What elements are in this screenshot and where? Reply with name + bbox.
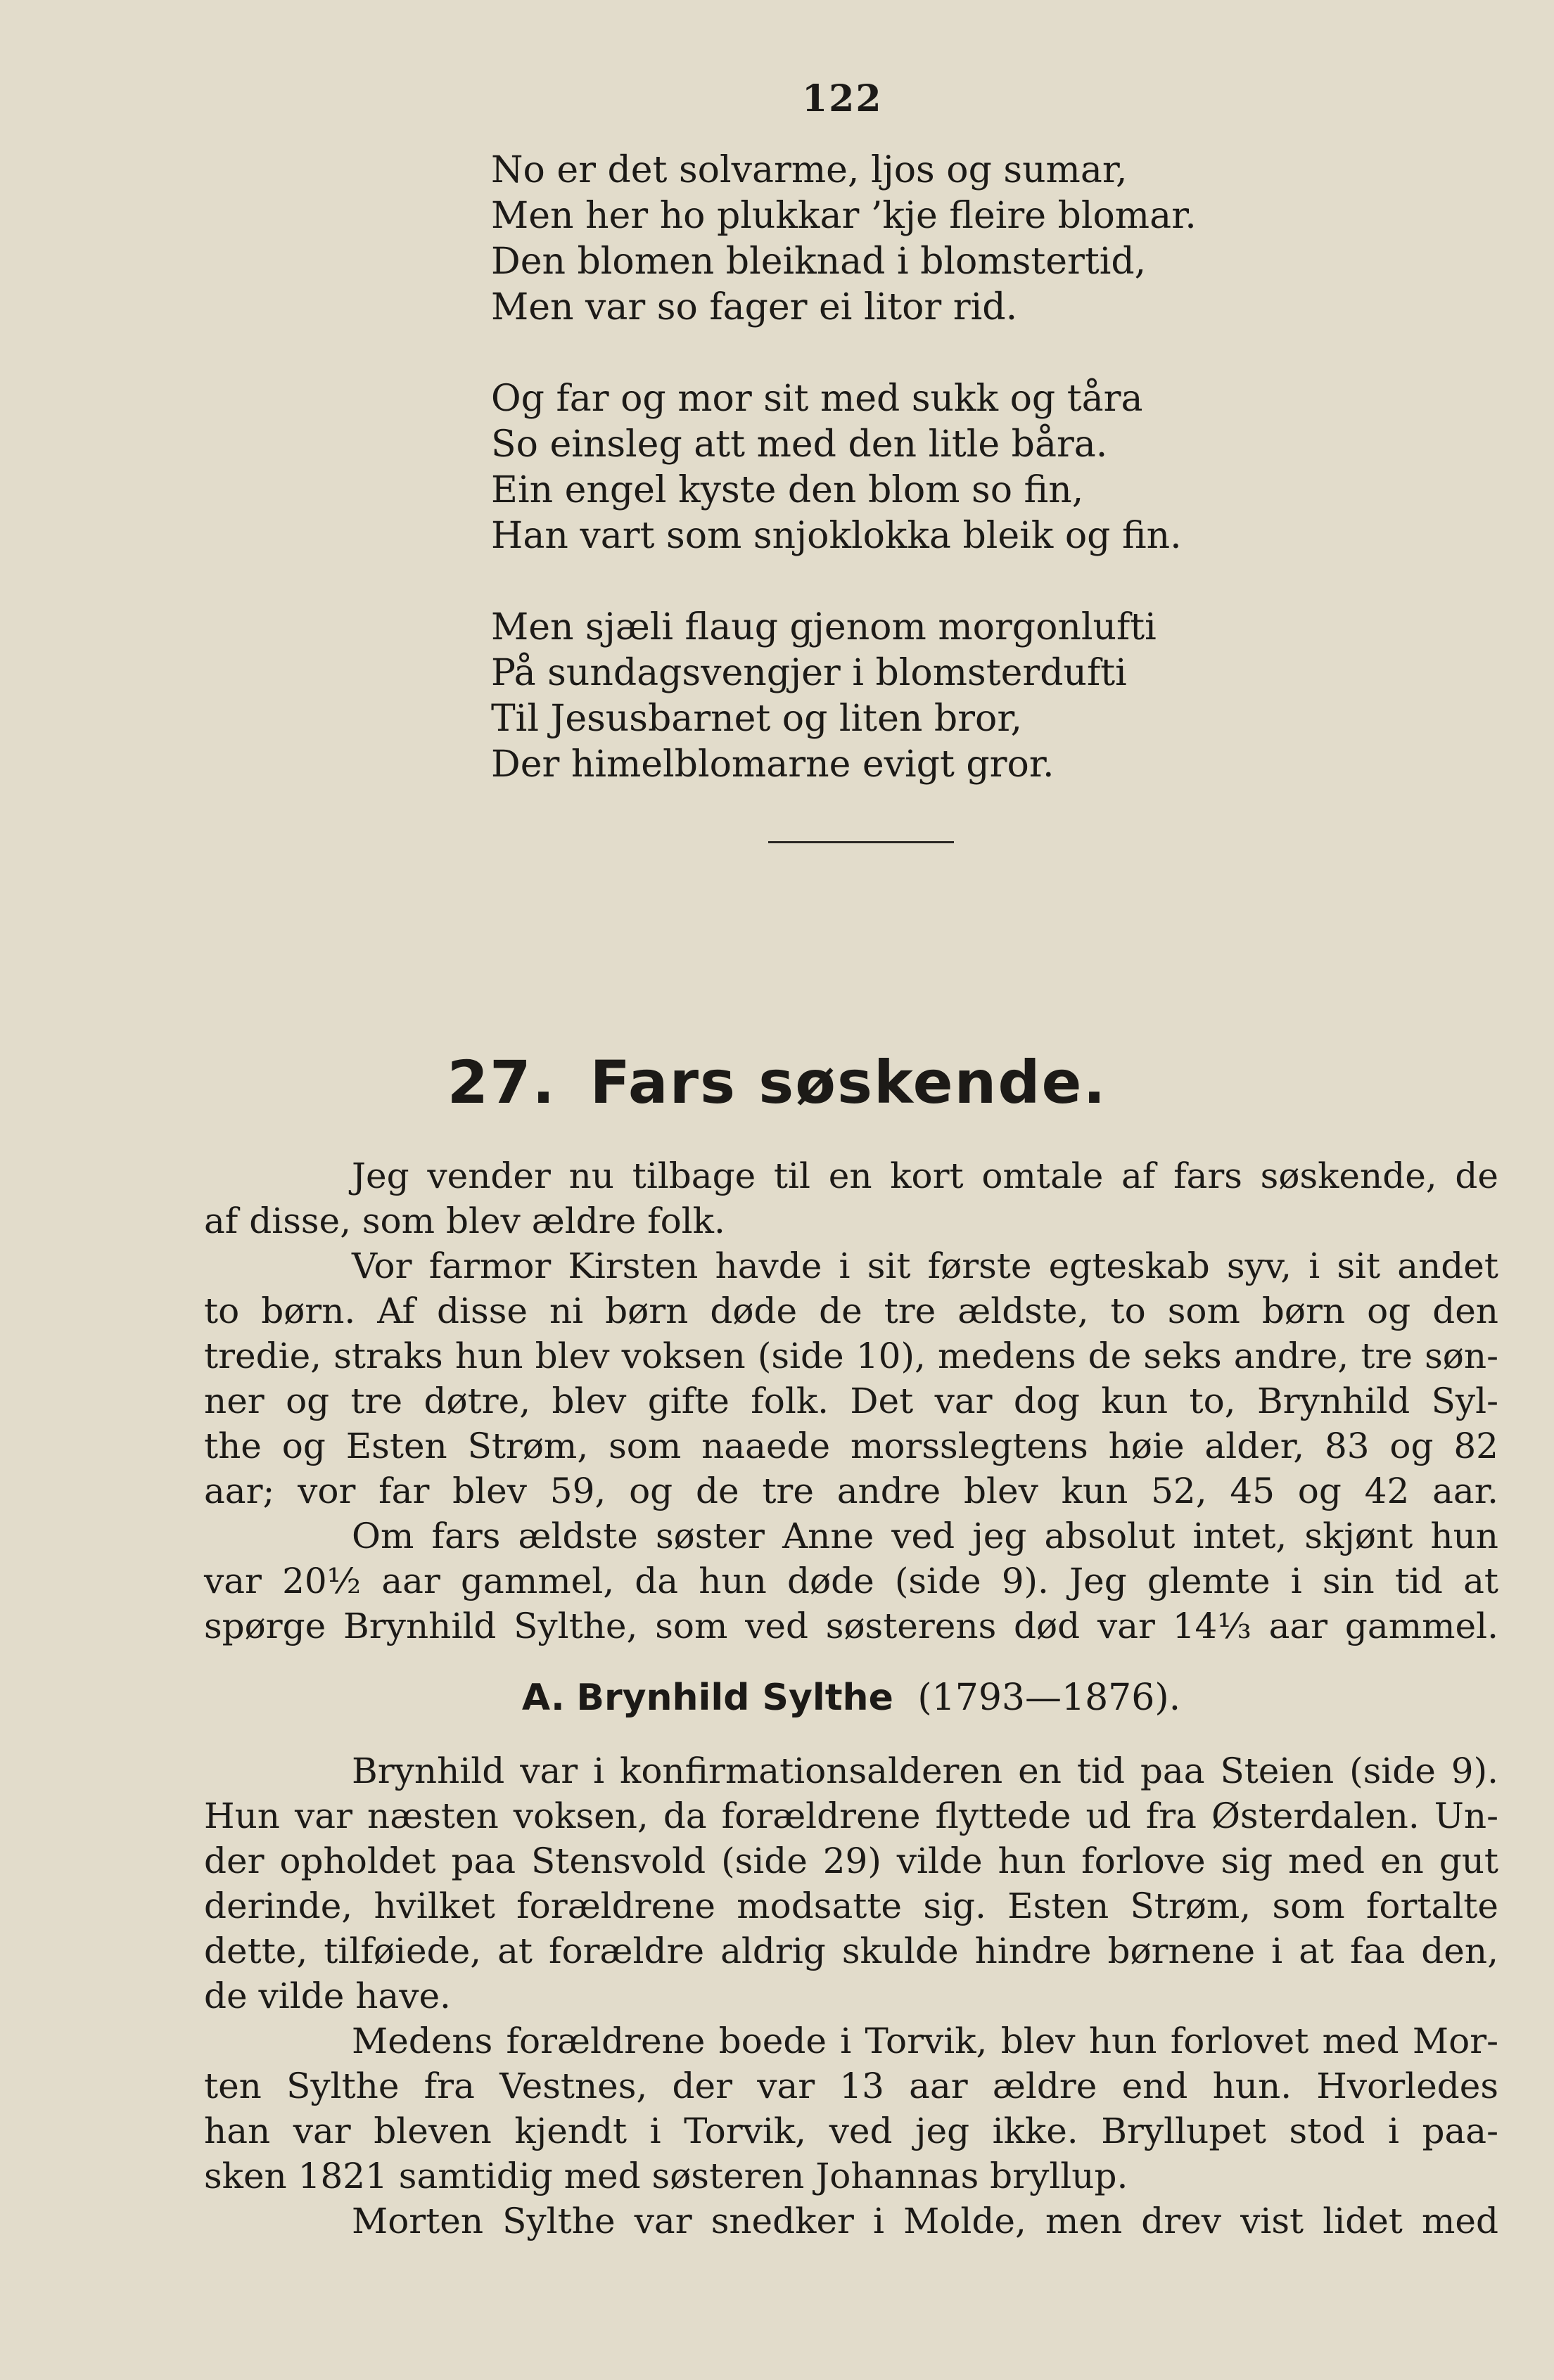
section-name: Brynhild Sylthe bbox=[576, 1677, 893, 1719]
chapter-heading bbox=[0, 1048, 1554, 1117]
text-line: aar; vor far blev 59, og de tre andre blev kun 52, 45 og 42 aar. bbox=[204, 1471, 1498, 1511]
section-divider bbox=[768, 841, 954, 843]
text-line: derinde, hvilket forældrene modsatte sig. Esten Strøm, som fortalte bbox=[204, 1886, 1498, 1926]
poem-verse: Til Jesusbarnet og liten bror, bbox=[491, 698, 1022, 740]
poem-verse: Der himelblomarne evigt gror. bbox=[491, 743, 1055, 786]
poem-verse: So einsleg att med den litle båra. bbox=[491, 423, 1108, 466]
poem-verse: Men her ho plukkar ’kje fleire blomar. bbox=[491, 195, 1197, 237]
poem-verse: Men sjæli flaug gjenom morgonlufti bbox=[491, 606, 1157, 648]
text-line: sken 1821 samtidig med søsteren Johannas bryllup. bbox=[204, 2156, 1128, 2196]
poem bbox=[491, 148, 1335, 833]
poem-verse: Men var so fager ei litor rid. bbox=[491, 286, 1018, 328]
text-line: ner og tre døtre, blev gifte folk. Det var dog kun to, Brynhild Syl- bbox=[204, 1381, 1498, 1421]
poem-verse: No er det solvarme, ljos og sumar, bbox=[491, 149, 1128, 191]
text-line: Brynhild var i konfirmationsalderen en tid paa Steien (side 9). bbox=[352, 1751, 1498, 1791]
text-line: Hun var næsten voksen, da forældrene flyttede ud fra Østerdalen. Un- bbox=[204, 1796, 1498, 1836]
text-line: Medens forældrene boede i Torvik, blev hun forlovet med Mor- bbox=[352, 2021, 1498, 2061]
text-line: spørge Brynhild Sylthe, som ved søsterens død var 14⅓ aar gammel. bbox=[204, 1606, 1498, 1646]
chapter-title: Fars søskende. bbox=[590, 1048, 1107, 1117]
text-line: Morten Sylthe var snedker i Molde, men drev vist lidet med bbox=[352, 2201, 1498, 2241]
text-line: tredie, straks hun blev voksen (side 10), medens de seks andre, tre søn- bbox=[204, 1336, 1498, 1376]
text-line: der opholdet paa Stensvold (side 29) vilde hun forlove sig med en gut bbox=[204, 1841, 1498, 1881]
poem-verse: Han vart som snjoklokka bleik og fin. bbox=[491, 515, 1182, 557]
text-line: han var bleven kjendt i Torvik, ved jeg ikke. Bryllupet stod i paa- bbox=[204, 2111, 1498, 2151]
text-line: de vilde have. bbox=[204, 1976, 451, 2016]
poem-verse: Den blomen bleiknad i blomstertid, bbox=[491, 241, 1147, 283]
text-line: Vor farmor Kirsten havde i sit første egteskab syv, i sit andet bbox=[352, 1246, 1498, 1286]
text-line: Om fars ældste søster Anne ved jeg absolut intet, skjønt hun bbox=[352, 1516, 1498, 1556]
poem-verse: På sundagsvengjer i blomsterdufti bbox=[491, 652, 1127, 694]
text-line: var 20½ aar gammel, da hun døde (side 9). Jeg glemte i sin tid at bbox=[204, 1561, 1498, 1601]
text-line: af disse, som blev ældre folk. bbox=[204, 1201, 725, 1241]
chapter-number: 27. bbox=[447, 1048, 556, 1117]
body-text bbox=[204, 1153, 1498, 2244]
section-years: (1793—1876). bbox=[917, 1677, 1181, 1719]
text-line: to børn. Af disse ni børn døde de tre ældste, to som børn og den bbox=[204, 1291, 1498, 1331]
text-line: the og Esten Strøm, som naaede morsslegtens høie alder, 83 og 82 bbox=[204, 1426, 1498, 1466]
text-line: Jeg vender nu tilbage til en kort omtale af fars søskende, de bbox=[352, 1156, 1498, 1196]
poem-stanza bbox=[491, 148, 1335, 331]
section-heading bbox=[204, 1675, 1498, 1720]
poem-verse: Og far og mor sit med sukk og tåra bbox=[491, 378, 1143, 420]
text-line: dette, tilføiede, at forældre aldrig skulde hindre børnene i at faa den, bbox=[204, 1931, 1498, 1971]
poem-verse: Ein engel kyste den blom so fin, bbox=[491, 469, 1084, 511]
page-number: 122 bbox=[802, 77, 883, 120]
poem-stanza bbox=[491, 376, 1335, 559]
poem-stanza bbox=[491, 605, 1335, 788]
text-line: ten Sylthe fra Vestnes, der var 13 aar ældre end hun. Hvorledes bbox=[204, 2066, 1498, 2106]
section-letter: A. bbox=[521, 1677, 565, 1719]
